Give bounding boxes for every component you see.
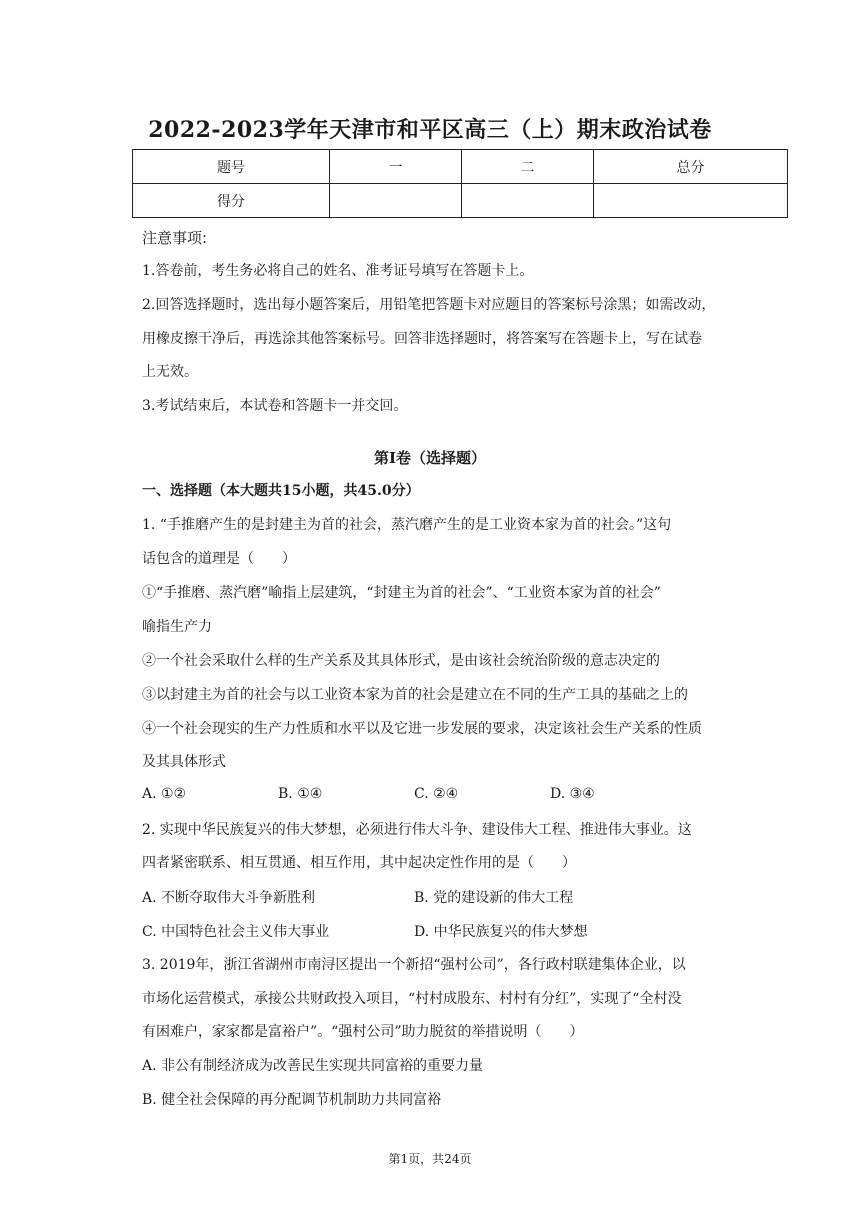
question-2-option-b[interactable]: B. 党的建设新的伟大工程 <box>414 890 574 906</box>
question-1-statement-4-line-1: ④一个社会现实的生产力性质和水平以及它进一步发展的要求，决定该社会生产关系的性质 <box>142 721 702 737</box>
score-cell <box>462 184 594 218</box>
question-1-statement-2: ②一个社会采取什么样的生产关系及其具体形式，是由该社会统治阶级的意志决定的 <box>142 653 660 669</box>
question-2-option-d[interactable]: D. 中华民族复兴的伟大梦想 <box>414 924 588 940</box>
question-1-statement-1-line-1: ①“手推磨、蒸汽磨”喻指上层建筑，“封建主为首的社会”、“工业资本家为首的社会” <box>142 585 661 601</box>
question-3-line-3: 有困难户，家家都是富裕户”。“强村公司”助力脱贫的举措说明（ ） <box>142 1024 584 1040</box>
question-3-line-1: 3. 2019年，浙江省湖州市南浔区提出一个新招“强村公司”，各行政村联建集体企业，以 <box>142 957 686 973</box>
score-cell <box>330 184 462 218</box>
score-table <box>132 149 788 218</box>
score-cell <box>594 184 788 218</box>
question-2-line-1: 2. 实现中华民族复兴的伟大梦想，必须进行伟大斗争、建设伟大工程、推进伟大事业。这 <box>142 822 692 838</box>
notice-title: 注意事项: <box>142 229 208 247</box>
question-1-option-c[interactable]: C. ②④ <box>414 786 459 802</box>
score-table-header-row <box>133 150 788 184</box>
score-header-cell: 题号 <box>133 150 330 184</box>
question-2-option-a[interactable]: A. 不断夺取伟大斗争新胜利 <box>142 890 316 906</box>
question-1-statement-3: ③以封建主为首的社会与以工业资本家为首的社会是建立在不同的生产工具的基础之上的 <box>142 687 688 703</box>
notice-item-1: 1.答卷前，考生务必将自己的姓名、准考证号填写在答题卡上。 <box>142 263 534 279</box>
page-footer: 第1页，共24页 <box>388 1152 472 1166</box>
section-1-title: 一、选择题（本大题共15小题，共45.0分） <box>142 483 420 499</box>
question-1-option-b[interactable]: B. ①④ <box>278 786 323 802</box>
question-2-option-c[interactable]: C. 中国特色社会主义伟大事业 <box>142 924 330 940</box>
score-header-cell: 总分 <box>594 150 788 184</box>
question-1-option-a[interactable]: A. ①② <box>142 786 187 802</box>
notice-item-2-line-1: 2.回答选择题时，选出每小题答案后，用铅笔把答题卡对应题目的答案标号涂黑；如需改动， <box>142 297 716 313</box>
question-3-line-2: 市场化运营模式，承接公共财政投入项目，“村村成股东、村村有分红”，实现了“全村没 <box>142 991 682 1007</box>
notice-item-2-line-3: 上无效。 <box>142 364 198 380</box>
score-header-cell: 一 <box>330 150 462 184</box>
part-1-title: 第I卷（选择题） <box>373 449 487 467</box>
question-2-options-row-1 <box>142 887 752 907</box>
exam-title: 2022-2023学年天津市和平区高三（上）期末政治试卷 <box>148 117 712 143</box>
question-1-statement-4-line-2: 及其具体形式 <box>142 754 226 770</box>
question-1-options <box>142 786 752 806</box>
question-1-statement-1-line-2: 喻指生产力 <box>142 619 212 635</box>
notice-item-2-line-2: 用橡皮擦干净后，再选涂其他答案标号。回答非选择题时，将答案写在答题卡上，写在试卷 <box>142 331 702 347</box>
question-1-line-2: 话包含的道理是（ ） <box>142 551 296 567</box>
score-header-cell: 二 <box>462 150 594 184</box>
question-3-option-a[interactable]: A. 非公有制经济成为改善民生实现共同富裕的重要力量 <box>142 1058 484 1074</box>
notice-item-3: 3.考试结束后，本试卷和答题卡一并交回。 <box>142 398 408 414</box>
question-2-line-2: 四者紧密联系、相互贯通、相互作用，其中起决定性作用的是（ ） <box>142 855 576 871</box>
question-1-line-1: 1. “手推磨产生的是封建主为首的社会，蒸汽磨产生的是工业资本家为首的社会。”这句 <box>142 517 672 533</box>
question-2-options-row-2 <box>142 921 752 941</box>
question-1-option-d[interactable]: D. ③④ <box>550 786 595 802</box>
question-3-option-b[interactable]: B. 健全社会保障的再分配调节机制助力共同富裕 <box>142 1092 442 1108</box>
score-row-label: 得分 <box>133 184 330 218</box>
score-table-score-row <box>133 184 788 218</box>
